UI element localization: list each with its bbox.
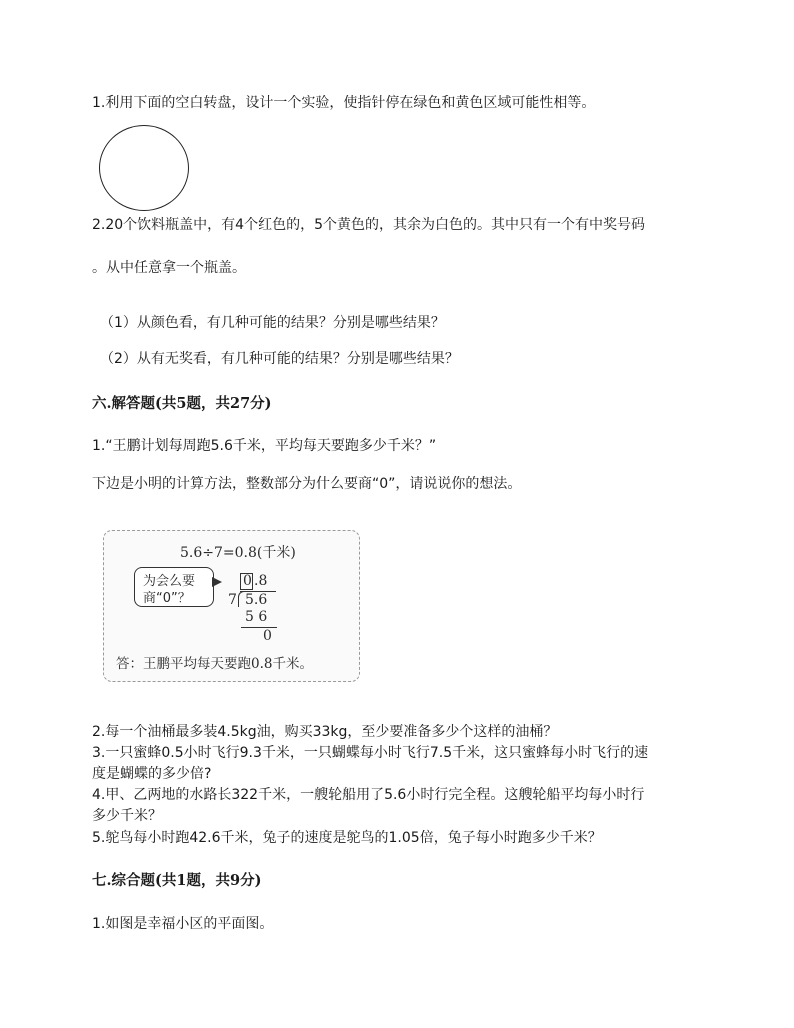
question-6-3-line2: 度是蝴蝶的多少倍? xyxy=(92,766,212,782)
question-6-4-line1: 4.甲、乙两地的水路长322千米，一艘轮船用了5.6小时行完全程。这艘轮船平均每小时行 xyxy=(92,787,645,803)
question-6-5: 5.鸵鸟每小时跑42.6千米，兔子的速度是鸵鸟的1.05倍，兔子每小时跑多少千米？ xyxy=(92,830,602,846)
bubble-pointer xyxy=(212,577,222,587)
figure-equation: 5.6÷7=0.8(千米) xyxy=(180,545,296,561)
dividend: 5.6 xyxy=(245,592,268,608)
quotient-zero: 0 xyxy=(243,573,252,589)
bubble-line2: 商“0”？ xyxy=(143,591,191,606)
question-6-1-prompt: 下边是小明的计算方法，整数部分为什么要商“0”，请说说你的想法。 xyxy=(92,476,522,492)
product: 5 6 xyxy=(245,609,268,625)
blank-spinner xyxy=(99,125,189,211)
division-figure xyxy=(103,530,360,682)
question-5-2-line1: 2.20个饮料瓶盖中，有4个红色的，5个黄色的，其余为白色的。其中只有一个有中奖号码 xyxy=(92,217,645,233)
figure-answer: 答：王鹏平均每天要跑0.8千米。 xyxy=(116,656,313,672)
question-5-2-sub2: （2）从有无奖看，有几种可能的结果？分别是哪些结果？ xyxy=(100,351,459,367)
question-5-2-line2: 。从中任意拿一个瓶盖。 xyxy=(92,260,246,276)
divisor: 7 xyxy=(228,592,237,608)
section-7-heading: 七.综合题(共1题，共9分) xyxy=(92,872,262,889)
question-6-2: 2.每一个油桶最多装4.5kg油，购买33kg，至少要准备多少个这样的油桶？ xyxy=(92,724,558,740)
question-7-1: 1.如图是幸福小区的平面图。 xyxy=(92,916,274,932)
question-5-2-sub1: （1）从颜色看，有几种可能的结果？分别是哪些结果？ xyxy=(100,315,445,331)
quotient-decimal: .8 xyxy=(254,573,268,589)
remainder: 0 xyxy=(263,628,272,644)
bubble-line1: 为会么要 xyxy=(143,574,196,589)
division-bracket xyxy=(238,591,244,607)
question-bubble xyxy=(134,567,214,607)
question-6-3-line1: 3.一只蜜蜂0.5小时飞行9.3千米，一只蝴蝶每小时飞行7.5千米，这只蜜蜂每小时飞行的速 xyxy=(92,745,649,761)
question-5-1: 1.利用下面的空白转盘，设计一个实验，使指针停在绿色和黄色区域可能性相等。 xyxy=(92,95,596,111)
question-6-4-line2: 多少千米？ xyxy=(92,808,162,824)
question-6-1: 1.“王鹏计划每周跑5.6千米，平均每天要跑多少千米？” xyxy=(92,438,437,454)
section-6-heading: 六.解答题(共5题，共27分) xyxy=(92,395,272,412)
